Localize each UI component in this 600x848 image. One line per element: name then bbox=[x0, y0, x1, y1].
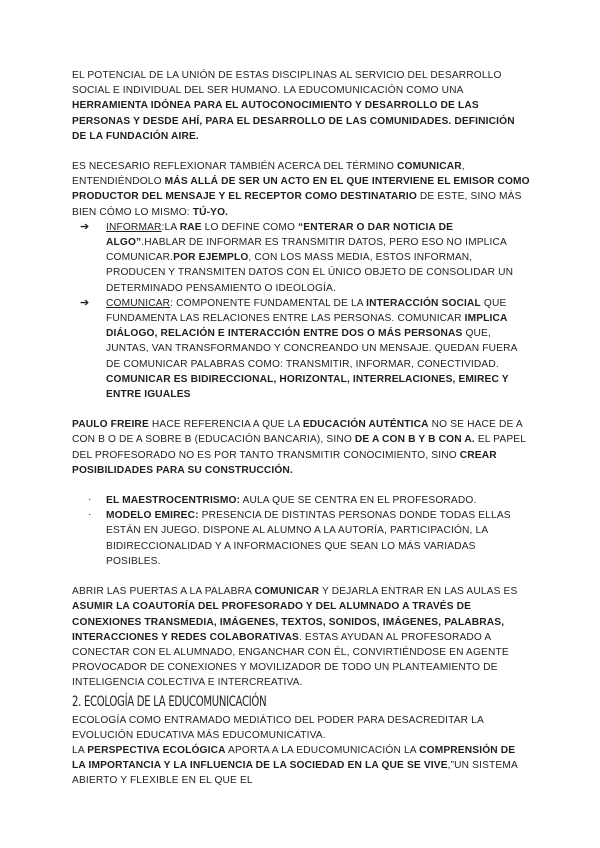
bold-text-run: COMPRENSIÓN DE LA IMPORTANCIA Y LA INFLUENCIA DE LA SOCIEDAD EN LA QUE SE VIVE bbox=[72, 744, 516, 772]
text-run: AULA QUE SE CENTRA EN EL PROFESORADO. bbox=[240, 495, 477, 507]
text-run: : COMPONENTE FUNDAMENTAL DE LA bbox=[170, 297, 367, 309]
section-heading-ecologia: 2. ECOLOGÍA DE LA EDUCOMUNICACIÓN bbox=[72, 693, 267, 710]
text-run: QUE, JUNTAS, VAN TRANSFORMANDO Y CONCREANDO UN MENSAJE. QUEDAN FUERA DE COMUNICAR PALABRAS COMO: TRANSMITIR, INFORMAR, CONECTIVIDAD. bbox=[106, 328, 517, 370]
text-run: ,”UN SISTEMA ABIERTO Y FLEXIBLE EN EL QUE EL bbox=[72, 760, 518, 787]
document-body bbox=[72, 68, 530, 789]
bold-text-run: EDUCACIÓN AUTÉNTICA bbox=[302, 419, 429, 431]
text-run: :LA bbox=[161, 221, 180, 233]
arrow-right-icon: ➔ bbox=[80, 296, 90, 309]
arrow-right-icon: ➔ bbox=[80, 220, 90, 233]
paragraph-paulo-freire bbox=[72, 417, 530, 478]
bold-text-run: DE A CON B Y B CON A. bbox=[354, 434, 475, 446]
list-item bbox=[72, 508, 530, 569]
bold-text-run: “ENTERAR O DAR NOTICIA DE ALGO” bbox=[106, 221, 454, 249]
paragraph-ecologia bbox=[72, 713, 530, 743]
bold-text-run: ASUMIR LA COAUTORÍA DEL PROFESORADO Y DEL ALUMNADO A TRAVÉS DE CONEXIONES TRANSMEDIA, IMÁGENES, TEXTOS, SONIDOS, IMÁGENES, PALABRAS, INTERACCIONES Y REDES COLABORATIVAS bbox=[72, 601, 505, 643]
list-item bbox=[72, 220, 530, 296]
bold-text-run: IMPLICA DIÁLOGO, RELACIÓN E INTERACCIÓN ENTRE DOS O MÁS PERSONAS bbox=[106, 313, 508, 340]
arrow-bullet-list bbox=[72, 220, 530, 402]
text-run: Y DEJARLA ENTRAR EN LAS AULAS ES bbox=[319, 586, 518, 598]
text-run: HACE REFERENCIA A QUE LA bbox=[148, 419, 303, 431]
text-run: ES NECESARIO REFLEXIONAR TAMBIÉN ACERCA DEL TÉRMINO bbox=[72, 161, 398, 173]
text-run: . ESTAS AYUDAN AL PROFESORADO A CONECTAR CON EL ALUMNADO, ENGANCHAR CON ÉL, CONVIRTIÉNDOSE EN AGENTE PROVOCADOR DE CONEXIONES Y MOVILIZADOR DE TODO UN PLANTEAMIENTO DE INTELIGENCIA COLECTIVA E INTERCREATIVA. bbox=[72, 631, 509, 689]
bold-text-run: COMUNICAR ES BIDIRECCIONAL, HORIZONTAL, INTERRELACIONES, EMIREC Y ENTRE IGUALES bbox=[106, 373, 509, 401]
text-run: COMUNICAR bbox=[106, 297, 171, 309]
bold-text-run: HERRAMIENTA IDÓNEA PARA EL AUTOCONOCIMIENTO Y DESARROLLO DE LAS PERSONAS Y DESDE AHÍ, PARA EL DESARROLLO DE LAS COMUNIDADES. DEFINICIÓN DE LA FUNDACIÓN AIRE. bbox=[72, 100, 515, 142]
text-run: PRESENCIA DE DISTINTAS PERSONAS DONDE TODAS ELLAS ESTÁN EN JUEGO. DISPONE AL ALUMNO A LA AUTORÍA, PARTICIPACIÓN, LA BIDIRECCIONALIDAD Y A INFORMACIONES QUE SEAN LO MÁS VARIADAS POSIBLES. bbox=[106, 510, 511, 567]
bold-text-run: PAULO FREIRE bbox=[72, 419, 149, 431]
bold-text-run: CREAR POSIBILIDADES PARA SU CONSTRUCCIÓN. bbox=[72, 449, 497, 476]
bold-text-run: MÁS ALLÁ DE SER UN ACTO EN EL QUE INTERVIENE EL EMISOR COMO PRODUCTOR DEL MENSAJE Y EL RECEPTOR COMO DESTINATARIO bbox=[72, 176, 530, 203]
text-run: LA bbox=[72, 744, 88, 756]
bold-text-run: MODELO EMIREC: bbox=[106, 510, 199, 522]
bold-text-run: RAE bbox=[179, 221, 202, 233]
bullet-dot-icon: · bbox=[88, 509, 92, 521]
paragraph-perspectiva-ecologica bbox=[72, 743, 530, 789]
bold-text-run: COMUNICAR bbox=[254, 586, 320, 598]
bold-text-run: INTERACCIÓN SOCIAL bbox=[366, 297, 481, 309]
bullet-dot-icon: · bbox=[88, 494, 92, 506]
text-run: NO SE HACE DE A CON B O DE A SOBRE B (EDUCACIÓN BANCARIA), SINO bbox=[72, 419, 523, 446]
list-item bbox=[72, 296, 530, 402]
bold-text-run: EL MAESTROCENTRISMO: bbox=[106, 495, 241, 507]
text-run: ECOLOGÍA COMO ENTRAMADO MEDIÁTICO DEL PODER PARA DESACREDITAR LA EVOLUCIÓN EDUCATIVA MÁS EDUCOMUNICATIVA. bbox=[72, 714, 484, 741]
bold-text-run: COMUNICAR bbox=[397, 161, 462, 173]
text-run: EL POTENCIAL DE LA UNIÓN DE ESTAS DISCIPLINAS AL SERVICIO DEL DESARROLLO SOCIAL E INDIVIDUAL DEL SER HUMANO. LA EDUCOMUNICACIÓN COMO UNA bbox=[72, 70, 502, 97]
text-run: ABRIR LAS PUERTAS A LA PALABRA bbox=[72, 586, 255, 598]
text-run: DE ESTE, SINO MÁS BIEN CÓMO LO MISMO: bbox=[72, 191, 522, 218]
text-run: INFORMAR bbox=[106, 221, 162, 233]
paragraph-comunicar bbox=[72, 159, 530, 220]
text-run: , CON LOS MASS MEDIA, ESTOS INFORMAN, PRODUCEN Y TRANSMITEN DATOS CON EL ÚNICO OBJETO DE CONSOLIDAR UN DETERMINADO PENSAMIENTO O IDEOLOGÍA. bbox=[106, 252, 514, 294]
dot-bullet-list bbox=[72, 493, 530, 569]
bold-text-run: POR EJEMPLO bbox=[173, 252, 249, 264]
list-item bbox=[72, 493, 530, 508]
paragraph-abrir-puertas bbox=[72, 584, 530, 690]
text-run: EL PAPEL DEL PROFESORADO NO ES POR TANTO TRANSMITIR CONOCIMIENTO, SINO bbox=[72, 434, 526, 461]
text-run: .HABLAR DE INFORMAR ES TRANSMITIR DATOS, PERO ESO NO IMPLICA COMUNICAR. bbox=[106, 237, 507, 264]
paragraph-fundacion-aire bbox=[72, 68, 530, 144]
text-run: , ENTENDIÉNDOLO bbox=[72, 161, 465, 188]
text-run: QUE FUNDAMENTA LAS RELACIONES ENTRE LAS PERSONAS. COMUNICAR bbox=[106, 297, 507, 325]
bold-text-run: TÚ-YO. bbox=[192, 206, 229, 218]
bold-text-run: PERSPECTIVA ECOLÓGICA bbox=[87, 744, 226, 756]
text-run: LO DEFINE COMO bbox=[201, 221, 299, 233]
text-run: APORTA A LA EDUCOMUNICACIÓN LA bbox=[225, 744, 420, 756]
